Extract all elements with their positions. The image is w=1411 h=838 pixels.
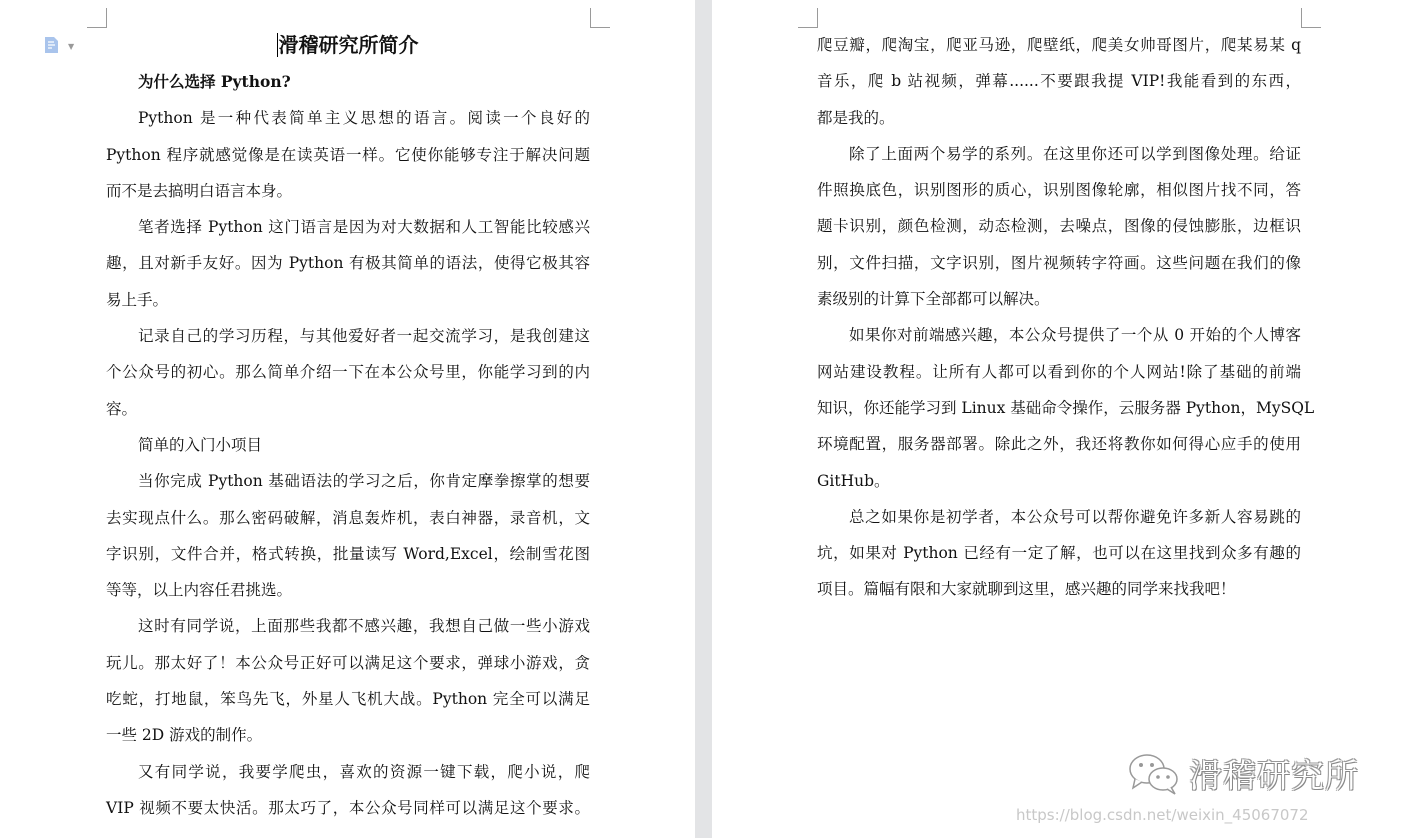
margin-corner-mark: [1301, 8, 1321, 28]
paragraph-line: 简单的入门小项目: [138, 435, 263, 454]
paragraph-line: 当你完成 Python 基础语法的学习之后，你肯定摩拳擦掌的想要: [138, 472, 590, 491]
page-body-right[interactable]: [817, 27, 1315, 608]
paragraph-line: 知识，你还能学习到 Linux 基础命令操作，云服务器 Python，MySQL: [817, 398, 1315, 417]
margin-corner-mark: [798, 8, 818, 28]
paragraph-line: 又有同学说，我要学爬虫，喜欢的资源一键下载，爬小说，爬: [138, 762, 590, 781]
paragraph-line: 别，文件扫描，文字识别，图片视频转字符画。这些问题在我们的像: [817, 253, 1301, 272]
watermark-name: 滑稽研究所: [1189, 756, 1359, 795]
paragraph-line: 爬豆瓣，爬淘宝，爬亚马逊，爬壁纸，爬美女帅哥图片，爬某易某 q: [817, 36, 1301, 54]
paragraph-line: 个公众号的初心。那么简单介绍一下在本公众号里，你能学习到的内: [106, 363, 590, 382]
paragraph-line: 笔者选择 Python 这门语言是因为对大数据和人工智能比较感兴: [138, 218, 590, 237]
paragraph-line: 都是我的。: [817, 108, 895, 127]
document-page-left: [0, 0, 695, 838]
paragraph-line: 环境配置，服务器部署。除此之外，我还将教你如何得心应手的使用: [817, 435, 1301, 454]
paragraph-line: 音乐，爬 b 站视频，弹幕......不要跟我提 VIP!我能看到的东西，: [817, 72, 1301, 91]
paragraph-line: 这时有同学说，上面那些我都不感兴趣，我想自己做一些小游戏: [138, 617, 590, 636]
paragraph-line: GitHub。: [817, 471, 890, 490]
watermark-url: https://blog.csdn.net/weixin_45067072: [1016, 806, 1309, 824]
chevron-down-icon[interactable]: ▼: [68, 42, 75, 51]
paragraph-line: 易上手。: [106, 290, 169, 309]
margin-corner-mark: [590, 8, 610, 28]
text-cursor: [277, 33, 278, 57]
paragraph-line: 网站建设教程。让所有人都可以看到你的个人网站!除了基础的前端: [817, 362, 1301, 381]
paragraph-line: 而不是去搞明白语言本身。: [106, 181, 293, 200]
paragraph-line: 容。: [106, 399, 138, 418]
paragraph-line: 项目。篇幅有限和大家就聊到这里，感兴趣的同学来找我吧！: [817, 580, 1236, 599]
paragraph-line: 件照换底色，识别图形的质心，识别图像轮廓，相似图片找不同，答: [817, 181, 1301, 200]
paragraph-line: VIP 视频不要太快活。那太巧了，本公众号同样可以满足这个要求。: [106, 798, 590, 817]
paragraph-line: 记录自己的学习历程，与其他爱好者一起交流学习，是我创建这: [138, 327, 590, 346]
paragraph-line: 字识别，文件合并，格式转换，批量读写 Word,Excel，绘制雪花图: [106, 544, 590, 563]
paragraph-line: Python 程序就感觉像是在读英语一样。它使你能够专注于解决问题: [106, 145, 590, 164]
paragraph-line: 除了上面两个易学的系列。在这里你还可以学到图像处理。给证: [849, 144, 1301, 163]
paragraph-line: 等等，以上内容任君挑选。: [106, 581, 293, 600]
paragraph-line: 玩儿。那太好了！本公众号正好可以满足这个要求，弹球小游戏，贪: [106, 653, 590, 672]
paragraph-line: 去实现点什么。那么密码破解，消息轰炸机，表白神器，录音机，文: [106, 508, 590, 527]
margin-corner-mark: [87, 8, 107, 28]
paragraph-line: Python 是一种代表简单主义思想的语言。阅读一个良好的: [138, 109, 590, 128]
title-text: 滑稽研究所简介: [278, 33, 419, 57]
paragraph-line: 如果你对前端感兴趣，本公众号提供了一个从 0 开始的个人博客: [849, 326, 1301, 345]
page-body-left[interactable]: [106, 64, 590, 826]
watermark: [1127, 750, 1359, 797]
wechat-icon: [1127, 752, 1183, 796]
paragraph-line: 总之如果你是初学者，本公众号可以帮你避免许多新人容易跳的: [849, 507, 1301, 526]
paragraph-line: 一些 2D 游戏的制作。: [106, 726, 263, 745]
paragraph-line: 素级别的计算下全部都可以解决。: [817, 290, 1050, 309]
paragraph-line: 趣，且对新手友好。因为 Python 有极其简单的语法，使得它极其容: [106, 254, 590, 273]
paragraph-line: 坑，如果对 Python 已经有一定了解，也可以在这里找到众多有趣的: [817, 544, 1301, 563]
document-title[interactable]: [0, 30, 695, 60]
paragraph-line: 为什么选择 Python?: [138, 72, 291, 91]
paragraph-line: 题卡识别，颜色检测，动态检测，去噪点，图像的侵蚀膨胀，边框识: [817, 217, 1301, 236]
paragraph-line: 吃蛇，打地鼠，笨鸟先飞，外星人飞机大战。Python 完全可以满足: [106, 690, 590, 709]
document-page-right: [712, 0, 1411, 838]
